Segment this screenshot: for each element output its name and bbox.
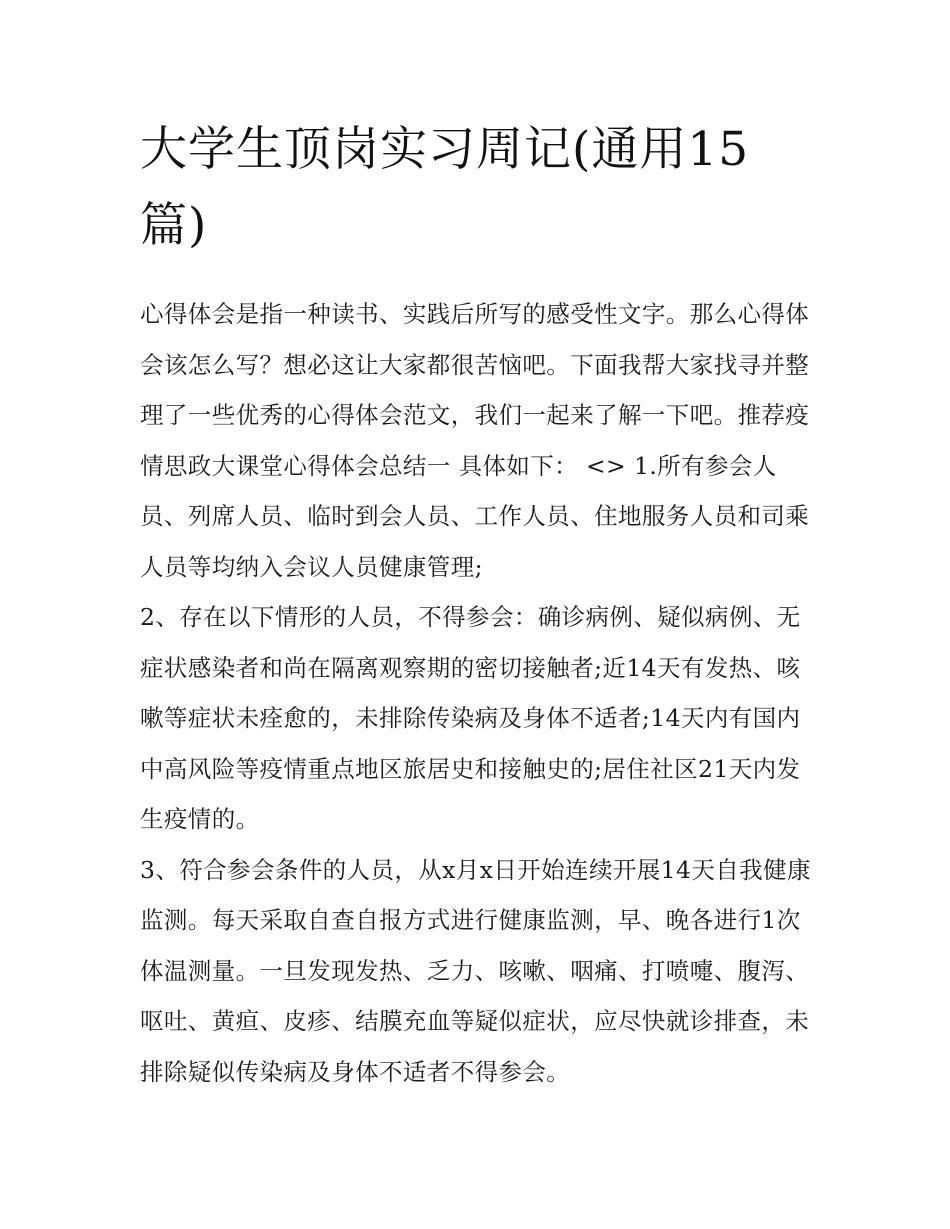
paragraph-intro: 心得体会是指一种读书、实践后所写的感受性文字。那么心得体会该怎么写？想必这让大家都很苦恼吧。下面我帮大家找寻并整理了一些优秀的心得体会范文，我们一起来了解一下吧。推荐疫情思政大课堂心得体会总结一 具体如下： <> 1.所有参会人员、列席人员、临时到会人员、工作人员、住地服务人员和司乘人员等均纳入会议人员健康管理; (140, 300, 810, 581)
document-body (140, 289, 812, 1097)
title-line-2: 篇) (140, 198, 208, 253)
paragraph-item-2: 2、存在以下情形的人员，不得参会：确诊病例、疑似病例、无症状感染者和尚在隔离观察期的密切接触者;近14天有发热、咳嗽等症状未痊愈的，未排除传染病及身体不适者;14天内有国内中高风险等疫情重点地区旅居史和接触史的;居住社区21天内发生疫情的。 (140, 603, 801, 833)
paragraph-item-3: 3、符合参会条件的人员，从x月x日开始连续开展14天自我健康监测。每天采取自查自报方式进行健康监测，早、晚各进行1次体温测量。一旦发现发热、乏力、咳嗽、咽痛、打喷嚏、腹泻、呕吐、黄疸、皮疹、结膜充血等疑似症状，应尽快就诊排查，未排除疑似传染病及身体不适者不得参会。 (140, 855, 811, 1086)
title-line-1: 大学生顶岗实习周记(通用15 (140, 122, 750, 177)
document-title (140, 112, 812, 264)
